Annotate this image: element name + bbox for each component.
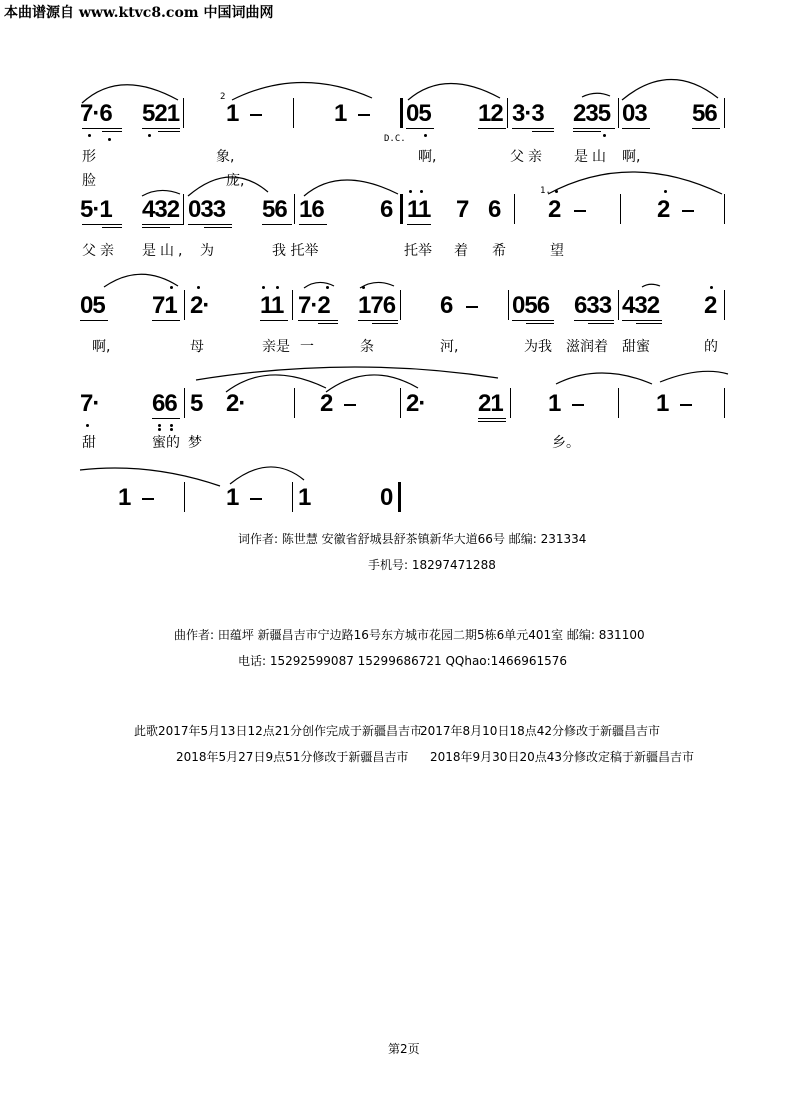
underline [573,131,601,132]
dash [680,404,692,406]
octave-dot [262,286,265,289]
octave-dot [197,286,200,289]
note: 033 [188,196,226,223]
dash [142,498,154,500]
bar-line [724,194,725,224]
volta-mark: 1. [540,186,551,196]
underline [152,418,180,419]
underline [299,224,327,225]
underline [82,128,122,129]
lyric: 啊, [92,339,111,355]
underline [372,323,398,324]
history-2b: 2018年9月30日20点43分修改定稿于新疆昌吉市 [430,750,694,764]
note: 3·3 [512,100,544,127]
underline [636,323,662,324]
bar-line [184,482,185,512]
note: 66 [152,390,177,417]
underline [358,320,398,321]
bar-line [618,388,619,418]
bar-line [292,290,293,320]
note: 521 [142,100,180,127]
underline [102,131,122,132]
note: 6 [440,292,453,319]
underline [142,227,170,228]
dash [344,404,356,406]
note: 0 [380,484,393,511]
underline [102,227,122,228]
lyric: 形 [82,149,96,165]
underline [407,224,431,225]
lyricist-phone: 手机号: 18297471288 [368,558,496,572]
page-header: 本曲谱源自 www.ktvc8.com 中国词曲网 [4,5,274,21]
underline [142,128,180,129]
slur [80,468,220,486]
double-bar [400,98,403,128]
slur [622,79,718,100]
underline [692,128,720,129]
note: 2 [320,390,333,417]
bar-line [620,194,621,224]
note: 7· [80,390,100,417]
bar-line [618,98,619,128]
lyric: 托举 [404,243,432,259]
slur [326,375,418,392]
note: 2· [406,390,426,417]
lyric: 啊, [622,149,641,165]
slur [104,274,178,287]
octave-dot [326,286,329,289]
octave-dot [276,286,279,289]
lyric: 亲是 [262,339,290,355]
lyric: 啊, [418,149,437,165]
octave-dot [420,190,423,193]
slur [582,93,610,97]
underline [588,323,614,324]
note: 2· [190,292,210,319]
bar-line [510,388,511,418]
octave-dot [170,286,173,289]
underline [188,224,232,225]
note: 432 [622,292,660,319]
note: 1 [334,100,347,127]
lyricist-info: 词作者: 陈世慧 安徽省舒城县舒茶镇新华大道66号 邮编: 231334 [238,532,587,546]
octave-dot [158,424,161,427]
note: 5 [190,390,203,417]
note: 1 [298,484,311,511]
note: 05 [80,292,105,319]
underline [512,320,554,321]
lyric: 庞, [226,173,245,189]
lyric: 父亲 [82,243,118,259]
underline [158,131,180,132]
underline [142,224,184,225]
lyric: 滋润着 [566,339,608,355]
note: 6 [380,196,393,223]
dash [466,306,478,308]
octave-dot [555,190,558,193]
note: 16 [299,196,324,223]
note: 7 [456,196,469,223]
dash [250,498,262,500]
dash [572,404,584,406]
note: 633 [574,292,612,319]
composer-phone: 电话: 15292599087 15299686721 QQhao:1466961576 [238,654,568,668]
octave-dot [86,424,89,427]
lyric: 着 [454,243,468,259]
underline [478,421,506,422]
lyric: 一 [300,339,314,355]
dash [250,114,262,116]
lyric: 蜜的 [152,435,180,451]
note: 432 [142,196,180,223]
octave-dot [158,428,161,431]
bar-line [514,194,515,224]
slur [660,371,728,382]
octave-dot [170,428,173,431]
slur [232,82,372,100]
note: 05 [406,100,431,127]
lyric: 母 [190,339,204,355]
note: 21 [478,390,503,417]
note: 71 [152,292,177,319]
turn-mark: 2 [220,92,226,102]
note: 5·1 [80,196,112,223]
octave-dot [108,138,111,141]
bar-line [292,482,293,512]
lyric: 乡。 [552,435,580,451]
note: 235 [573,100,611,127]
note: 6 [488,196,501,223]
slur [642,284,660,287]
note: 1 [118,484,131,511]
lyric: 为我 [524,339,552,355]
lyric: 为 [200,243,214,259]
note: 56 [262,196,287,223]
bar-line [183,98,184,128]
composer-info: 曲作者: 田蕴坪 新疆昌吉市宁边路16号东方城市花园二期5栋6单元401室 邮编: 831100 [174,628,645,642]
note: 2 [704,292,717,319]
underline [406,128,434,129]
underline [262,224,292,225]
note: 1 [226,484,239,511]
octave-dot [603,134,606,137]
underline [622,128,650,129]
note: 7·2 [298,292,330,319]
bar-line [400,290,401,320]
dash [574,210,586,212]
note: 56 [692,100,717,127]
bar-line [724,388,725,418]
note: 176 [358,292,396,319]
dash [682,210,694,212]
bar-line [724,98,725,128]
underline [82,224,122,225]
lyric: 甜蜜 [622,339,650,355]
bar-line [294,388,295,418]
octave-dot [424,134,427,137]
bar-line [293,98,294,128]
octave-dot [148,134,151,137]
bar-line [507,98,508,128]
note: 2· [226,390,246,417]
octave-dot [710,286,713,289]
note: 056 [512,292,550,319]
note: 1 [226,100,239,127]
page-number: 第2页 [388,1042,420,1056]
slur [360,282,394,288]
bar-line [183,194,184,224]
underline [622,320,662,321]
underline [80,320,108,321]
octave-dot [664,190,667,193]
slur [408,83,500,100]
underline [526,323,554,324]
underline [532,131,554,132]
slur [304,180,398,196]
note: 12 [478,100,503,127]
underline [573,128,615,129]
slur [196,367,498,380]
underline [298,320,338,321]
lyric: 父亲 [510,149,546,165]
history-2a: 2018年5月27日9点51分修改于新疆昌吉市 [176,750,409,764]
underline [478,128,506,129]
underline [260,320,288,321]
underline [152,320,180,321]
history-1b: 2017年8月10日18点42分修改于新疆昌吉市 [420,724,660,738]
note: 1 [656,390,669,417]
lyric: 梦 [188,435,202,451]
slur [304,282,334,288]
dc-mark: D.C. [384,134,406,144]
note: 2 [548,196,561,223]
slur [556,373,652,384]
octave-dot [170,424,173,427]
bar-line [294,194,295,224]
lyric: 是山, [142,243,187,259]
underline [574,320,614,321]
underline [512,128,554,129]
history-1a: 此歌2017年5月13日12点21分创作完成于新疆昌吉市 [134,724,422,738]
lyric: 是山 [574,149,610,165]
lyric: 象, [216,149,235,165]
octave-dot [362,286,365,289]
note: 1 [548,390,561,417]
octave-dot [88,134,91,137]
note: 7·6 [80,100,112,127]
underline [318,323,338,324]
bar-line [618,290,619,320]
lyric: 的 [704,339,718,355]
bar-line [184,388,185,418]
lyric: 甜 [82,435,96,451]
bar-line [400,388,401,418]
lyric: 条 [360,339,374,355]
octave-dot [409,190,412,193]
bar-line [508,290,509,320]
lyric: 河, [440,339,459,355]
bar-line [184,290,185,320]
underline [478,418,506,419]
double-bar [400,194,403,224]
final-bar [398,482,401,512]
lyric: 脸 [82,173,96,189]
note: 03 [622,100,647,127]
note: 2 [657,196,670,223]
underline [204,227,232,228]
note: 11 [260,292,284,319]
dash [358,114,370,116]
lyric: 望 [550,243,564,259]
slur [548,172,722,194]
note: 11 [407,196,431,223]
lyric: 我 托举 [272,243,319,259]
lyric: 希 [492,243,506,259]
bar-line [724,290,725,320]
